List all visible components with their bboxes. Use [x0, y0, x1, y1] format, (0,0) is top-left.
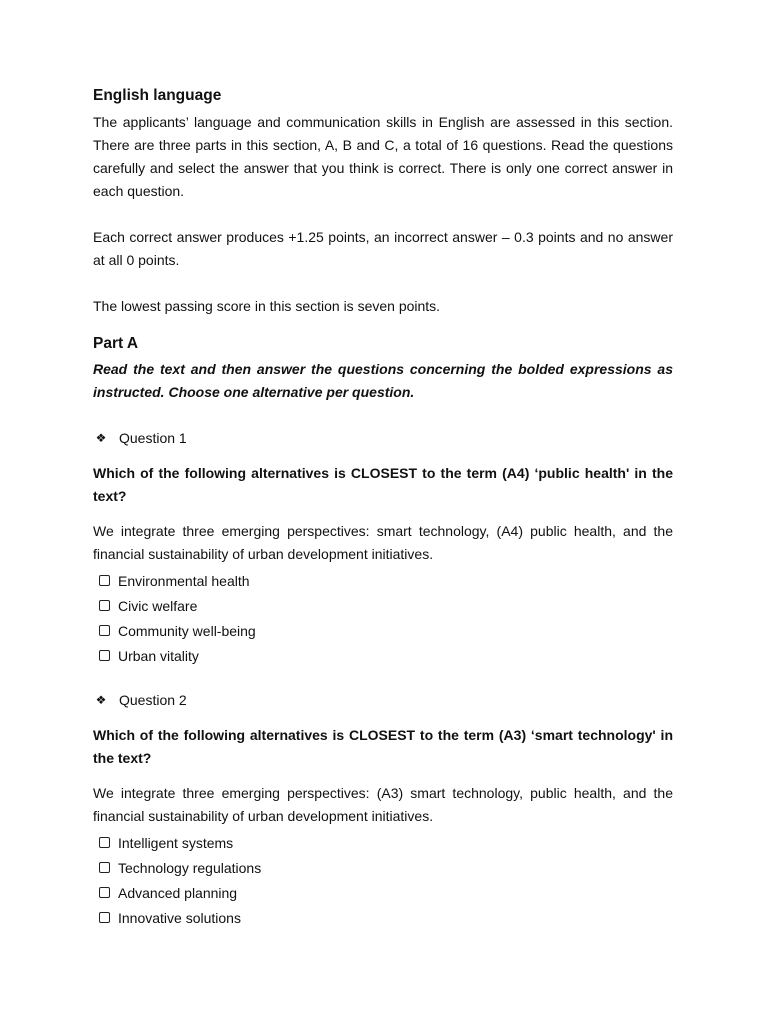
- question-header: [93, 427, 673, 450]
- option-label: Advanced planning: [118, 884, 238, 901]
- checkbox-icon[interactable]: [99, 862, 110, 873]
- question-label: Question 2: [119, 692, 187, 708]
- question-text: We integrate three emerging perspectives: smart technology, (A4) public health, and the financial sustainability of urban development initiatives.: [93, 523, 673, 562]
- question-header: [93, 689, 673, 712]
- option-item[interactable]: [93, 905, 673, 930]
- option-item[interactable]: [93, 830, 673, 855]
- option-label: Community well-being: [118, 622, 256, 639]
- option-item[interactable]: [93, 643, 673, 668]
- question-prompt: Which of the following alternatives is CLOSEST to the term (A4) ‘public health' in the text?: [93, 465, 673, 504]
- question-prompt: Which of the following alternatives is CLOSEST to the term (A3) ‘smart technology' in the text?: [93, 727, 673, 766]
- passing-score-paragraph: The lowest passing score in this section is seven points.: [93, 298, 441, 314]
- options-list: [93, 568, 673, 668]
- checkbox-icon[interactable]: [99, 837, 110, 848]
- document-page: [93, 86, 673, 930]
- question-label: Question 1: [119, 430, 187, 446]
- option-item[interactable]: [93, 568, 673, 593]
- option-label: Technology regulations: [118, 859, 262, 876]
- scoring-paragraph: Each correct answer produces +1.25 points, an incorrect answer – 0.3 points and no answer at all 0 points.: [93, 229, 673, 268]
- section-title: English language: [93, 87, 222, 104]
- option-item[interactable]: [93, 618, 673, 643]
- question-block-2: [93, 689, 673, 930]
- checkbox-icon[interactable]: [99, 575, 110, 586]
- options-list: [93, 830, 673, 930]
- option-item[interactable]: [93, 855, 673, 880]
- option-label: Civic welfare: [118, 597, 198, 614]
- option-item[interactable]: [93, 880, 673, 905]
- diamond-bullet-icon: ❖: [95, 693, 107, 707]
- question-text: We integrate three emerging perspectives: (A3) smart technology, public health, and the financial sustainability of urban development initiatives.: [93, 785, 673, 824]
- option-label: Environmental health: [118, 572, 250, 589]
- option-label: Urban vitality: [118, 647, 199, 664]
- spacer: [93, 668, 673, 689]
- part-title: Part A: [93, 335, 139, 352]
- section-intro-paragraph: The applicants’ language and communication skills in English are assessed in this section. There are three parts in this section, A, B and C, a total of 16 questions. Read the questions carefully and select the answer that you think is correct. There is only one correct answer in each question.: [93, 114, 673, 199]
- question-block-1: [93, 427, 673, 668]
- option-label: Innovative solutions: [118, 909, 241, 926]
- diamond-bullet-icon: ❖: [95, 431, 107, 445]
- option-label: Intelligent systems: [118, 834, 234, 851]
- checkbox-icon[interactable]: [99, 650, 110, 661]
- checkbox-icon[interactable]: [99, 887, 110, 898]
- checkbox-icon[interactable]: [99, 600, 110, 611]
- checkbox-icon[interactable]: [99, 625, 110, 636]
- checkbox-icon[interactable]: [99, 912, 110, 923]
- option-item[interactable]: [93, 593, 673, 618]
- part-instructions: Read the text and then answer the questions concerning the bolded expressions as instructed. Choose one alternative per question.: [93, 361, 673, 400]
